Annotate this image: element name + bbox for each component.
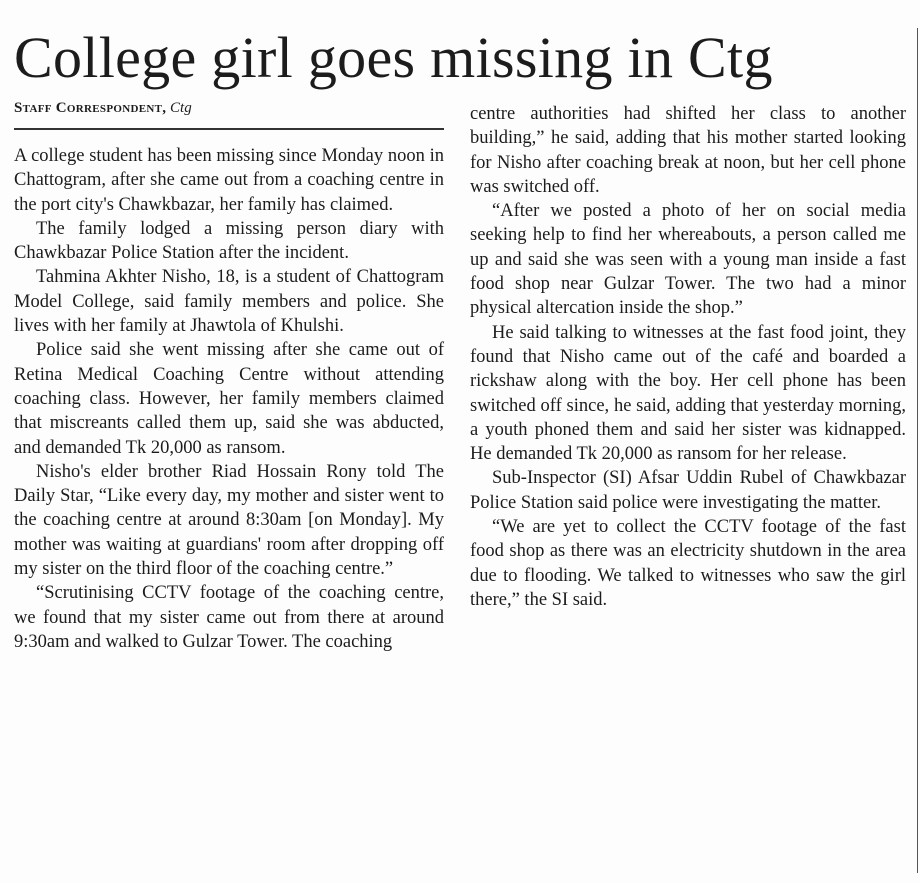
article-paragraph: Tahmina Akhter Nisho, 18, is a student of Chattogram Model College, said family members and police. She lives with her family at Jhawtola of Khulshi. [14, 267, 444, 337]
byline-rule [14, 128, 444, 130]
byline [14, 98, 444, 118]
byline-author: Staff Correspondent, [14, 100, 167, 116]
article-paragraph: “Scrutinising CCTV footage of the coaching centre, we found that my sister came out from there at around 9:30am and walked to Gulzar Tower. The coaching [14, 583, 444, 652]
article-column-right [470, 102, 906, 867]
article-paragraph: centre authorities had shifted her class to another building,” he said, adding that his mother started looking for Nisho after coaching break at noon, but her cell phone was switched off. [470, 104, 906, 197]
article-paragraph: A college student has been missing since Monday noon in Chattogram, after she came out from a coaching centre in the port city's Chawkbazar, her family has claimed. [14, 146, 444, 215]
article-paragraph: He said talking to witnesses at the fast food joint, they found that Nisho came out of the café and boarded a rickshaw along with the boy. Her cell phone has been switched off since, he said, adding that yesterday morning, a youth phoned them and said her sister was kidnapped. He demanded Tk 20,000 as ransom for her release. [470, 322, 906, 465]
article-paragraph: “After we posted a photo of her on social media seeking help to find her whereabouts, a person called me up and said she was seen with a young man inside a fast food shop near Gulzar Tower. The two had a minor physical altercation inside the shop.” [470, 201, 906, 319]
article-column-left [14, 144, 444, 869]
article-paragraph: Police said she went missing after she came out of Retina Medical Coaching Centre without attending coaching class. However, her family members claimed that miscreants called them up, said she was abducted, and demanded Tk 20,000 as ransom. [14, 340, 444, 458]
headline: College girl goes missing in Ctg [14, 25, 773, 90]
article-paragraph: The family lodged a missing person diary with Chawkbazar Police Station after the incident. [14, 218, 444, 264]
page-edge-divider [917, 28, 918, 873]
byline-location: Ctg [170, 100, 192, 116]
article-paragraph: “We are yet to collect the CCTV footage of the fast food shop as there was an electricity shutdown in the area due to flooding. We talked to witnesses who saw the girl there,” the SI said. [470, 517, 906, 610]
article-paragraph: Sub-Inspector (SI) Afsar Uddin Rubel of Chawkbazar Police Station said police were investigating the matter. [470, 468, 906, 513]
article-paragraph: Nisho's elder brother Riad Hossain Rony told The Daily Star, “Like every day, my mother and sister went to the coaching centre at around 8:30am [on Monday]. My mother was waiting at guardians' room after dropping off my sister on the third floor of the coaching centre.” [14, 461, 444, 580]
